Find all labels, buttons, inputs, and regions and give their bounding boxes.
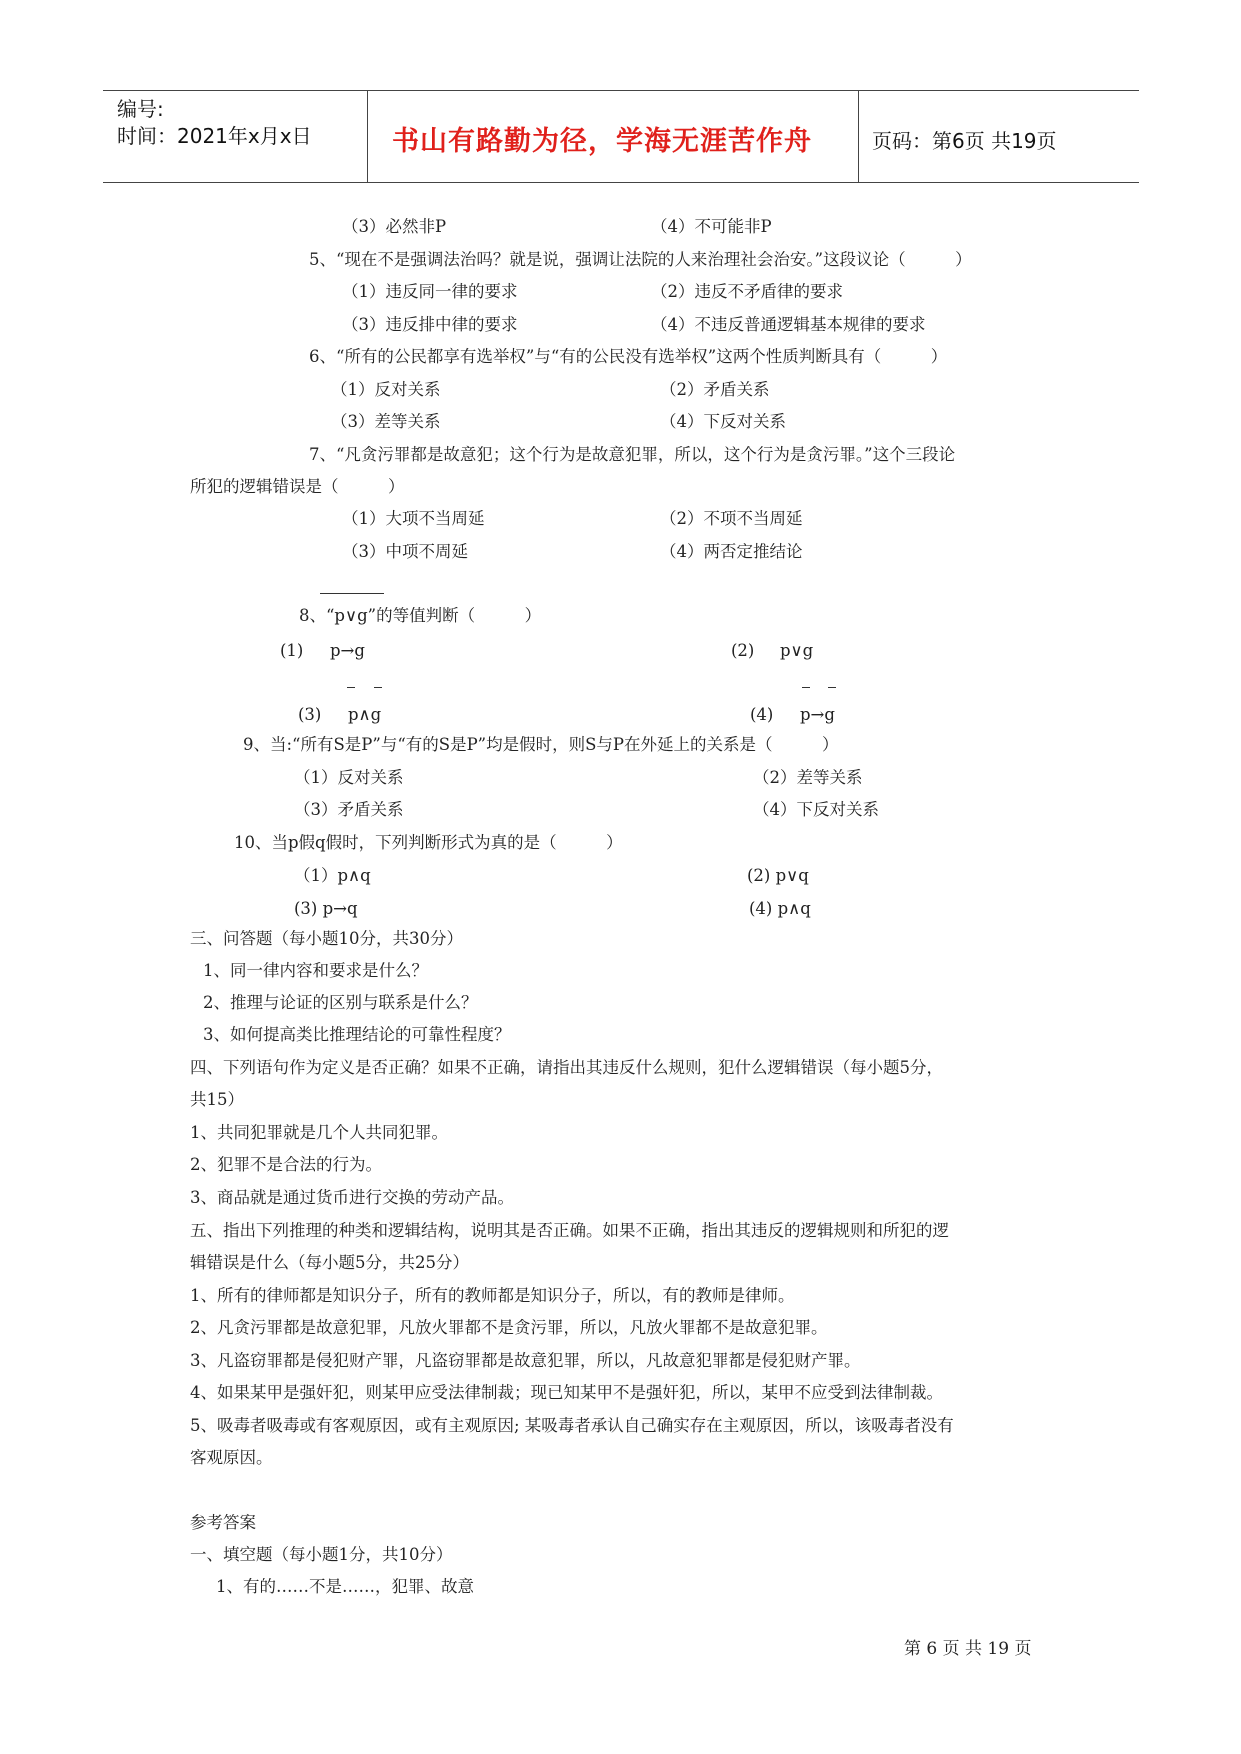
question-10: 10、当p假q假时，下列判断形式为真的是（ ）	[234, 833, 623, 852]
section-4-item-2: 2、犯罪不是合法的行为。	[190, 1155, 382, 1174]
q5-option-3: （3）违反排中律的要求	[342, 315, 518, 334]
section-4-item-3: 3、商品就是通过货币进行交换的劳动产品。	[190, 1188, 514, 1207]
serial-label: 编号:	[117, 97, 164, 121]
answers-title: 参考答案	[190, 1513, 256, 1532]
q7-option-3: （3）中项不周延	[342, 542, 468, 561]
q9-option-3: （3）矛盾关系	[294, 800, 404, 819]
header-motto: 书山有路勤为径，学海无涯苦作舟	[392, 126, 812, 157]
section-3-heading: 三、问答题（每小题10分，共30分）	[190, 929, 463, 948]
header-top-rule	[103, 90, 1139, 91]
q10-option-3: (3) p→q	[294, 899, 358, 918]
q8-option-4-formula: p→g	[800, 705, 835, 724]
footer-page-number: 第 6 页 共 19 页	[904, 1639, 1032, 1659]
q8-option-3-formula: p∧g	[348, 705, 382, 724]
negation-bar	[374, 687, 382, 688]
q6-option-2: （2）矛盾关系	[660, 380, 770, 399]
section-5-item-3: 3、凡盗窃罪都是侵犯财产罪，凡盗窃罪都是故意犯罪，所以，凡故意犯罪都是侵犯财产罪。	[190, 1351, 861, 1370]
q9-option-1: （1）反对关系	[294, 768, 404, 787]
negation-bar	[347, 687, 355, 688]
negation-bar	[320, 593, 384, 594]
negation-bar	[802, 687, 810, 688]
question-6: 6、“所有的公民都享有选举权”与“有的公民没有选举权”这两个性质判断具有（ ）	[309, 347, 948, 366]
q8-option-2-number: (2)	[731, 641, 755, 660]
q6-option-4: （4）下反对关系	[660, 412, 786, 431]
q5-option-2: （2）违反不矛盾律的要求	[651, 282, 843, 301]
q4-option-3: （3）必然非P	[342, 217, 447, 236]
section-4-heading-line-2: 共15）	[190, 1090, 244, 1109]
q8-option-1-number: (1)	[280, 641, 304, 660]
negation-bar	[828, 687, 836, 688]
q9-option-4: （4）下反对关系	[753, 800, 879, 819]
section-3-question-3: 3、如何提高类比推理结论的可靠性程度？	[203, 1025, 511, 1044]
header-divider-left	[367, 90, 368, 182]
section-5-item-2: 2、凡贪污罪都是故意犯罪，凡放火罪都不是贪污罪，所以，凡放火罪都不是故意犯罪。	[190, 1318, 828, 1337]
question-9: 9、当:“所有S是P”与“有的S是P”均是假时，则S与P在外延上的关系是（ ）	[243, 735, 839, 754]
q9-option-2: （2）差等关系	[753, 768, 863, 787]
q5-option-4: （4）不违反普通逻辑基本规律的要求	[651, 315, 926, 334]
q10-option-1: （1）p∧q	[294, 866, 371, 885]
section-5-item-5-line-2: 客观原因。	[190, 1448, 273, 1467]
question-5: 5、“现在不是强调法治吗？就是说，强调让法院的人来治理社会治安。”这段议论（ ）	[309, 250, 972, 269]
question-7-line-1: 7、“凡贪污罪都是故意犯；这个行为是故意犯罪，所以，这个行为是贪污罪。”这个三段论	[309, 445, 956, 464]
q8-option-1-formula: p→g	[330, 641, 365, 660]
q6-option-1: （1）反对关系	[331, 380, 441, 399]
header-page-info: 页码：第6页 共19页	[872, 129, 1057, 153]
section-5-heading-line-1: 五、指出下列推理的种类和逻辑结构，说明其是否正确。如果不正确，指出其违反的逻辑规则和所犯的逻	[190, 1221, 949, 1240]
q8-option-3-number: (3)	[298, 705, 322, 724]
section-4-heading-line-1: 四、下列语句作为定义是否正确？如果不正确，请指出其违反什么规则，犯什么逻辑错误（每小题5分，	[190, 1058, 943, 1077]
section-4-item-1: 1、共同犯罪就是几个人共同犯罪。	[190, 1123, 448, 1142]
q10-option-2: (2) p∨q	[747, 866, 809, 885]
section-3-question-2: 2、推理与论证的区别与联系是什么？	[203, 993, 478, 1012]
answers-section-1-item-1: 1、有的……不是……，犯罪、故意	[216, 1577, 474, 1596]
section-3-question-1: 1、同一律内容和要求是什么？	[203, 961, 428, 980]
q7-option-1: （1）大项不当周延	[342, 509, 485, 528]
section-5-item-4: 4、如果某甲是强奸犯，则某甲应受法律制裁；现已知某甲不是强奸犯，所以，某甲不应受到法律制裁。	[190, 1383, 943, 1402]
q5-option-1: （1）违反同一律的要求	[342, 282, 518, 301]
q8-option-4-number: (4)	[750, 705, 774, 724]
question-7-line-2: 所犯的逻辑错误是（ ）	[190, 477, 405, 496]
q7-option-2: （2）不项不当周延	[660, 509, 803, 528]
q4-option-4: （4）不可能非P	[651, 217, 772, 236]
header-bottom-rule	[103, 182, 1139, 183]
section-5-item-5-line-1: 5、吸毒者吸毒或有客观原因，或有主观原因; 某吸毒者承认自己确实存在主观原因，所以，该吸毒者没有	[190, 1416, 954, 1435]
q6-option-3: （3）差等关系	[331, 412, 441, 431]
q7-option-4: （4）两否定推结论	[660, 542, 803, 561]
header-divider-right	[858, 90, 859, 182]
question-8: 8、“p∨g”的等值判断（ ）	[299, 606, 542, 625]
answers-section-1-heading: 一、填空题（每小题1分，共10分）	[190, 1545, 453, 1564]
time-label: 时间：2021年x月x日	[117, 124, 312, 148]
section-5-item-1: 1、所有的律师都是知识分子，所有的教师都是知识分子，所以，有的教师是律师。	[190, 1286, 795, 1305]
q8-option-2-formula: p∨g	[780, 641, 814, 660]
section-5-heading-line-2: 辑错误是什么（每小题5分，共25分）	[190, 1253, 469, 1272]
q10-option-4: (4) p∧q	[749, 899, 811, 918]
